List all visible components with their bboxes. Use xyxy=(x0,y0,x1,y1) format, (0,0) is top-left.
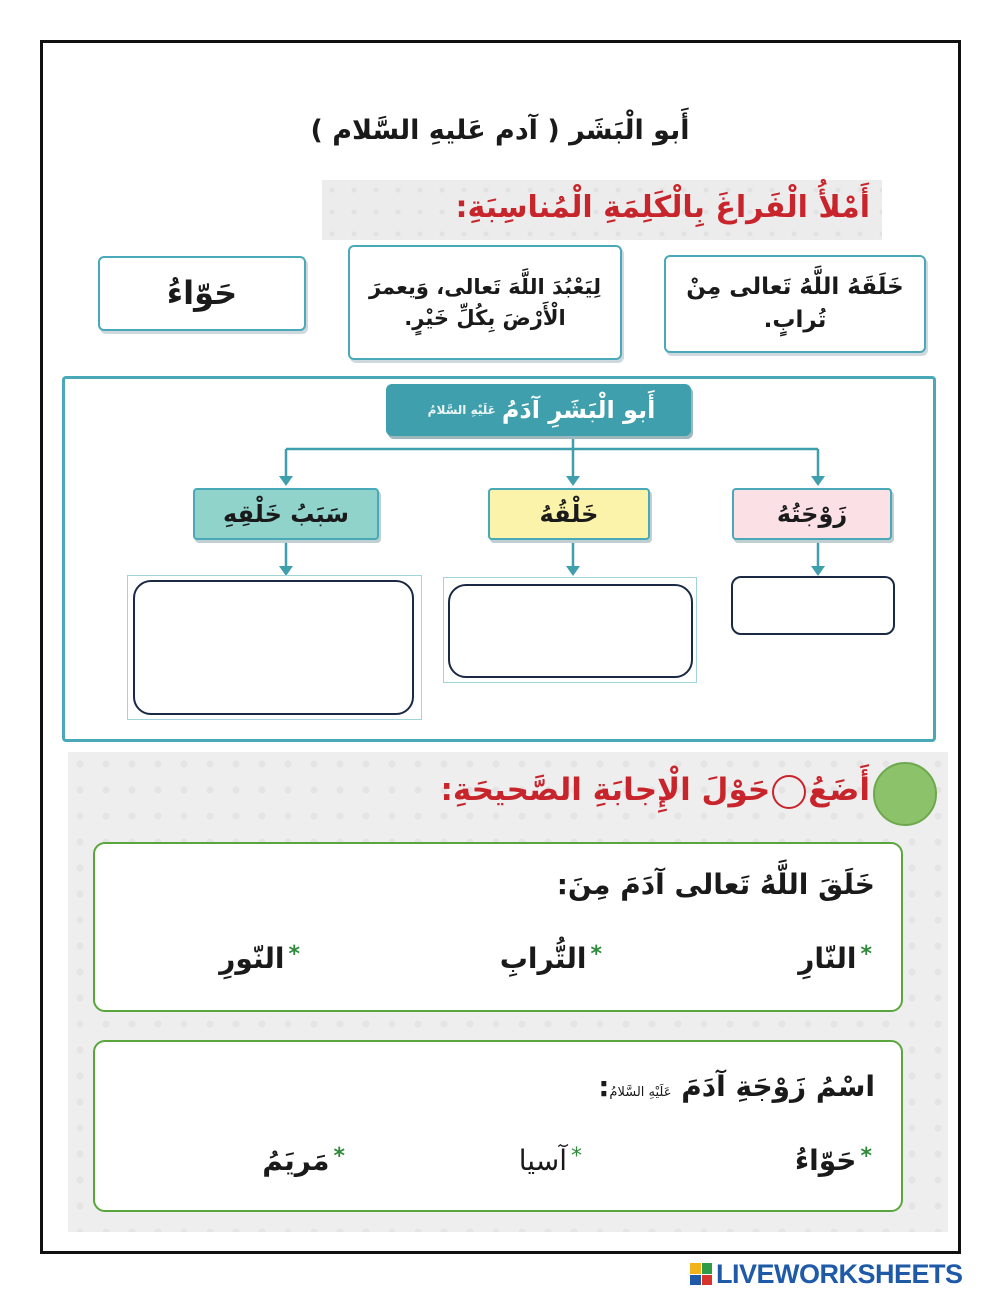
question-2-text xyxy=(120,1070,875,1103)
option-label: مَريَمُ xyxy=(262,1144,330,1177)
brand-name: LIVEWORKSHEETS xyxy=(716,1258,963,1289)
word-card-ibada[interactable]: لِيَعْبُدَ اللَّهَ تَعالى، وَيعمرَ الْأَرْضَ بِكُلِّ خَيْرٍ. xyxy=(348,245,622,360)
liveworksheets-logo-icon xyxy=(690,1263,712,1285)
honorific-mark: عَلَيْهِ السَّلامُ xyxy=(427,403,496,417)
star-marker: * xyxy=(333,1144,345,1169)
question-1-text: خَلَقَ اللَّهُ تَعالى آدَمَ مِنَ: xyxy=(556,868,875,901)
instruction-rest: حَوْلَ الْإِجابَةِ الصَّحيحَةِ: xyxy=(440,772,771,808)
star-marker: * xyxy=(590,942,602,967)
word-card-hawwa[interactable]: حَوّاءُ xyxy=(98,256,306,331)
instruction-fill-blank: أَمْلأُ الْفَراغَ بِالْكَلِمَةِ الْمُناسِبَةِ: xyxy=(455,190,870,225)
option-label: حَوّاءُ xyxy=(794,1144,857,1177)
q2-option-asiya[interactable] xyxy=(519,1144,582,1177)
q1-option-dust[interactable] xyxy=(500,942,602,975)
honorific-mark: عَلَيْهِ السَّلامُ xyxy=(609,1085,672,1100)
map-node-wife: زَوْجَتُهُ xyxy=(732,488,892,540)
q2-option-maryam[interactable] xyxy=(262,1144,345,1177)
drop-zone-creation[interactable] xyxy=(448,584,693,678)
question-2-label: اسْمُ زَوْجَةِ آدَمَ xyxy=(681,1070,875,1103)
instruction-circle-answer xyxy=(300,772,870,809)
option-label: آسيا xyxy=(518,1144,567,1177)
page-title: أَبو الْبَشَر ( آدم عَليهِ السَّلام ) xyxy=(310,115,690,146)
star-marker: * xyxy=(571,1144,582,1169)
map-root-node xyxy=(386,384,691,436)
star-marker: * xyxy=(288,942,300,967)
question-2-colon: : xyxy=(598,1070,610,1103)
option-label: التُّرابِ xyxy=(499,942,587,975)
q2-option-hawwa[interactable] xyxy=(795,1144,872,1177)
q1-option-fire[interactable] xyxy=(798,942,872,975)
map-node-creation: خَلْقُهُ xyxy=(488,488,650,540)
q1-option-light[interactable] xyxy=(219,942,300,975)
instruction-verb: أَضَعُ xyxy=(808,772,870,808)
word-card-turab[interactable]: خَلَقَهُ اللَّهُ تَعالى مِنْ تُرابٍ. xyxy=(664,255,926,353)
option-label: النّورِ xyxy=(219,942,285,975)
star-marker: * xyxy=(860,1144,872,1169)
green-circle-icon xyxy=(873,762,937,826)
drop-zone-reason[interactable] xyxy=(133,580,414,715)
liveworksheets-logo[interactable] xyxy=(690,1258,990,1290)
star-marker: * xyxy=(860,942,872,967)
map-node-reason: سَبَبُ خَلْقِهِ xyxy=(193,488,379,540)
question-box-2 xyxy=(93,1040,903,1212)
drop-zone-wife[interactable] xyxy=(731,576,895,635)
map-root-label: أَبو الْبَشَرِ آدَمُ xyxy=(501,396,656,424)
circle-icon xyxy=(772,775,806,809)
option-label: النّارِ xyxy=(798,942,857,975)
